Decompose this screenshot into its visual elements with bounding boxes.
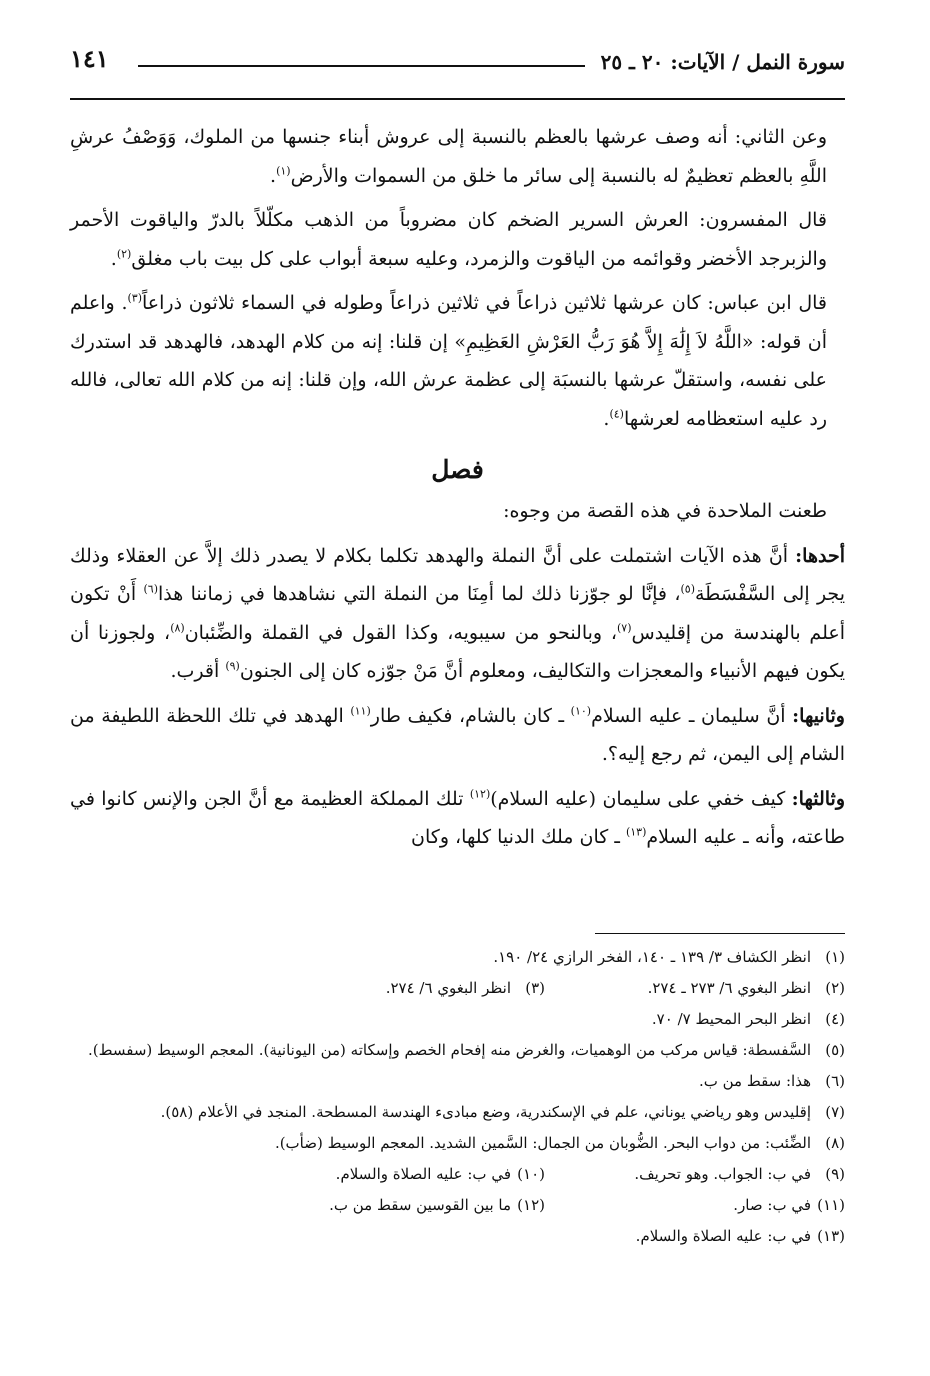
footnote-4-number: (٤)	[825, 1010, 845, 1028]
footnote-6-number: (٦)	[825, 1072, 845, 1090]
footnote-ref-13: (١٣)	[625, 825, 647, 839]
paragraph-5-text-f: أقرب.	[170, 660, 226, 682]
footnote-11-text: في ب: صار.	[733, 1196, 811, 1214]
footnote-row-2-3	[70, 973, 845, 1004]
footnote-4-text: انظر البحر المحيط ٧/ ٧٠.	[651, 1010, 811, 1028]
footnote-ref-7: (٧)	[617, 621, 632, 635]
paragraph-1	[70, 118, 845, 195]
footnote-2-text: انظر البغوي ٦/ ٢٧٣ ـ ٢٧٤.	[647, 979, 811, 997]
footnote-ref-10: (١٠)	[570, 704, 592, 718]
footnote-ref-5: (٥)	[680, 582, 695, 596]
footnote-12-number: (١٢)	[517, 1196, 545, 1214]
footnote-8-number: (٨)	[825, 1134, 845, 1152]
footnote-10-text: في ب: عليه الصلاة والسلام.	[335, 1165, 511, 1183]
footnote-ref-1: (١)	[276, 164, 291, 178]
footnote-1	[70, 942, 845, 973]
paragraph-5-text-b: ، فإنَّا لو جوّزنا ذلك لما أمِنَا من النملة التي نشاهدها في زماننا هذا	[158, 583, 681, 605]
book-page	[70, 40, 845, 1340]
footnote-1-number: (١)	[825, 948, 845, 966]
footnote-ref-8: (٨)	[170, 621, 185, 635]
paragraph-3-end: .	[603, 407, 610, 430]
footnote-2	[545, 973, 845, 1004]
paragraph-5-text-d: ، وبالنحو من سيبويه، وكذا القول في القملة والضِّئبان	[184, 621, 617, 644]
footnote-13	[70, 1221, 845, 1252]
paragraph-7-text-b: تلك المملكة العظيمة مع أنَّ الجن والإنس كانوا في طاعته، وأنه ـ عليه السلام	[70, 787, 845, 848]
section-heading: فصل	[431, 455, 484, 484]
main-text	[70, 118, 845, 863]
paragraph-6-text-b: ـ كان بالشام، فكيف طار	[370, 704, 571, 727]
paragraph-4	[70, 492, 845, 531]
footnote-ref-6: (٦)	[143, 582, 159, 596]
footnote-ref-11: (١١)	[350, 704, 371, 718]
footnote-8	[70, 1128, 845, 1159]
paragraph-3-text-a: قال ابن عباس: كان عرشها ثلاثين ذراعاً في ثلاثين ذراعاً وطوله في السماء ثلاثون ذراعاً	[142, 292, 828, 314]
footnote-7-number: (٧)	[825, 1103, 845, 1121]
footnote-7	[70, 1097, 845, 1128]
footnote-11-number: (١١)	[817, 1196, 845, 1214]
footnote-5	[70, 1035, 845, 1066]
paragraph-6-text-a: أنَّ سليمان ـ عليه السلام	[591, 704, 793, 727]
footnote-10-number: (١٠)	[517, 1165, 545, 1183]
footnote-12-text: ما بين القوسين سقط من ب.	[329, 1196, 511, 1214]
paragraph-5	[70, 537, 845, 691]
footnotes-separator	[595, 933, 845, 934]
footnote-9	[545, 1159, 845, 1190]
footnote-3-text: انظر البغوي ٦/ ٢٧٤.	[385, 979, 511, 997]
footnote-row-11-12	[70, 1190, 845, 1221]
running-header	[70, 40, 845, 100]
paragraph-5-text-e: ، ولجوزنا أن يكون فيهم الأنبياء والمعجزات والتكاليف، ومعلوم أنَّ مَنْ جوّزه كان إلى الجنون	[70, 621, 845, 682]
paragraph-2-end: .	[110, 247, 117, 270]
footnote-row-9-10	[70, 1159, 845, 1190]
footnote-11	[545, 1190, 845, 1221]
footnote-ref-12: (١٢)	[469, 787, 491, 801]
paragraph-7-text-c: ـ كان ملك الدنيا كلها، وكان	[411, 826, 626, 848]
footnote-ref-9: (٩)	[225, 659, 240, 673]
footnote-4	[70, 1004, 845, 1035]
paragraph-5-text-a: أنَّ هذه الآيات اشتملت على أنَّ النملة والهدهد تكلما بكلام لا يصدر ذلك إلاَّ عن العقلاء وذلك يجر إلى السَّفْسَطَة	[70, 544, 845, 605]
footnote-13-text: في ب: عليه الصلاة والسلام.	[635, 1227, 811, 1245]
footnote-9-text: في ب: الجواب. وهو تحريف.	[634, 1165, 811, 1183]
paragraph-1-text: وعن الثاني: أنه وصف عرشها بالعظم بالنسبة إلى عروش أبناء جنسها من الملوك، وَوَصْفُ عرشِ اللَّهِ بالعظم تعظيمٌ له بالنسبة إلى سائر ما خلق من السموات والأرض	[70, 126, 827, 187]
footnote-9-number: (٩)	[825, 1165, 845, 1183]
footnotes	[70, 942, 845, 1252]
footnote-ref-3: (٣)	[127, 291, 143, 305]
page-number: ١٤١	[70, 44, 109, 73]
point-2-keyword: وثانيها:	[792, 704, 845, 727]
point-1-keyword: أحدها:	[795, 544, 845, 567]
paragraph-7-text-a: كيف خفي على سليمان (عليه السلام)	[490, 787, 792, 810]
footnote-12	[125, 1190, 545, 1221]
paragraph-5-text-c: أَنْ تكون أعلم بالهندسة من إقليدس	[70, 583, 845, 644]
footnote-7-text: إقليدس وهو رياضي يوناني، علم في الإسكندرية، وضع مبادىء الهندسة المسطحة. المنجد في الأعلام (٥٨).	[160, 1103, 811, 1121]
paragraph-6	[70, 697, 845, 774]
paragraph-7	[70, 780, 845, 857]
footnote-ref-4: (٤)	[609, 407, 624, 421]
footnote-5-number: (٥)	[825, 1041, 845, 1059]
footnote-10	[125, 1159, 545, 1190]
paragraph-3	[70, 284, 845, 438]
paragraph-2-text: قال المفسرون: العرش السرير الضخم كان مضروباً من الذهب مكلّلاً بالدرّ والياقوت الأحمر والزبرجد الأخضر وقوائمه من الياقوت والزمرد، وعليه سبعة أبواب على كل بيت باب مغلق	[70, 209, 827, 270]
paragraph-4-text: طعنت الملاحدة في هذه القصة من وجوه:	[503, 500, 827, 522]
footnote-6-text: هذا: سقط من ب.	[698, 1072, 811, 1090]
paragraph-2	[70, 201, 845, 278]
header-rule	[138, 65, 585, 67]
paragraph-1-end: .	[270, 164, 277, 187]
footnote-1-text: انظر الكشاف ٣/ ١٣٩ ـ ١٤٠، الفخر الرازي ٢٤/ ١٩٠.	[493, 948, 811, 966]
footnote-3	[125, 973, 545, 1004]
header-title: سورة النمل / الآيات: ٢٠ ـ ٢٥	[600, 50, 845, 74]
point-3-keyword: وثالثها:	[791, 787, 845, 810]
footnote-13-number: (١٣)	[817, 1227, 845, 1245]
footnote-2-number: (٢)	[825, 979, 845, 997]
footnote-5-text: السَّفسطة: قياس مركب من الوهميات، والغرض منه إفحام الخصم وإسكاته (من اليونانية). المعجم الوسيط (سفسط).	[88, 1041, 811, 1059]
footnote-3-number: (٣)	[525, 979, 545, 997]
paragraph-3-text-b: . واعلم أن قوله: «اللَّهُ لاَ إِلَٰهَ إِلاَّ هُوَ رَبُّ العَرْشِ العَظِيمِ» إن قلنا: إنه من كلام الهدهد، فالهدهد قد استدرك على نفسه، واستقلّ عرشها بالنسبَة إلى عظمة عرش الله، وإن قلنا: إنه من كلام الله تعالى، فالله رد عليه استعظامه لعرشها	[70, 292, 827, 430]
footnote-6	[70, 1066, 845, 1097]
footnote-ref-2: (٢)	[116, 247, 132, 261]
paragraph-6-text-c: الهدهد في تلك اللحظة اللطيفة من الشام إلى اليمن، ثم رجع إليه؟.	[70, 704, 845, 765]
footnote-8-text: الضِّئب: من دواب البحر. الضُّوبان من الجمال: السَّمين الشديد. المعجم الوسيط (ضأب).	[274, 1134, 811, 1152]
